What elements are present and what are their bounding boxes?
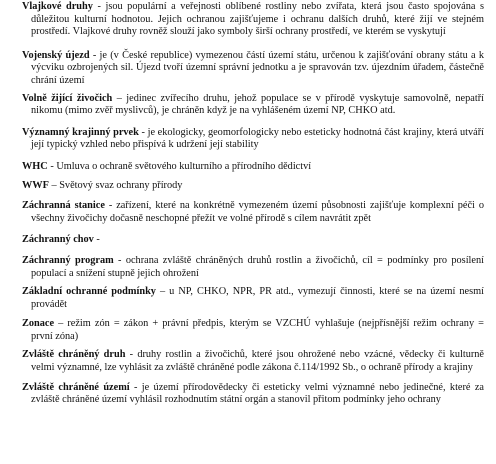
glossary-term: Záchranný chov (22, 234, 94, 246)
separator: - (93, 234, 100, 246)
glossary-definition: ochrana zvláště chráněných druhů rostlin a živočichů, cíl = podmínky pro posílení populací a snížení stupně jejich ohrožení (31, 254, 484, 279)
separator: - (104, 200, 117, 212)
glossary-entry-vojensky-ujezd (22, 50, 484, 88)
glossary-definition: je (v České republice) vymezenou částí území státu, určenou k zajišťování obrany státu a k výcviku ozbrojených sil. Újezd tvoří územní správní jednotku a je spravován tzv. újezdním úřadem, částečně chrání území (31, 49, 484, 86)
glossary-definition: zařízení, které na konkrétně vymezeném území působnosti zajišťuje komplexní péči o všechny živočichy dočasně neschopné přežít ve volné přírodě s cílem navrátit zpět (31, 200, 484, 224)
glossary-definition: jedinec zvířecího druhu, jehož populace se v přírodě vyskytuje samovolně, nepatří nikomu (mimo zvěř myslivců), je chráněn když je na vyhlášeném území NP, CHKO atd. (31, 92, 484, 117)
glossary-term: Záchranná stanice (22, 200, 105, 212)
glossary-definition: druhy rostlin a živočichů, které jsou ohrožené nebo vzácné, vědecky či kulturně velmi významné, lze vyhlásit za zvláště chráněné podle zákona č.114/1992 Sb., o ochraně přírody a krajiny (31, 349, 484, 374)
separator: - (47, 160, 57, 172)
glossary-entry-whc (22, 161, 484, 174)
glossary-term: Zvláště chráněný druh (22, 349, 126, 361)
glossary-term: Volně žijící živočich (22, 92, 113, 104)
glossary-definition: režim zón = zákon + právní předpis, kterým se VZCHÚ vyhlašuje (nejpřísnější režim ochrany = první zóna) (31, 318, 484, 342)
glossary-entry-zvlaste-chraneny-druh (22, 349, 484, 374)
glossary-entry-vyznamny-krajinny-prvek (22, 127, 484, 152)
glossary-entry-zachranny-program (22, 255, 484, 280)
separator: – (48, 179, 60, 191)
glossary-definition: je území přírodovědecky či esteticky velmi významné nebo jedinečné, které za zvláště chráněné území vyhlásil rozhodnutím státní orgán a stanovil přitom podmínky jeho ochrany (31, 381, 484, 406)
separator: - (125, 349, 138, 361)
separator: - (138, 126, 148, 138)
separator: - (129, 381, 142, 393)
glossary-term: Zvláště chráněné území (22, 381, 130, 393)
glossary-term: Významný krajinný prvek (22, 126, 139, 138)
glossary-definition: u NP, CHKO, NPR, PR atd., vymezují činnosti, které se na území nesmí provádět (31, 286, 484, 310)
glossary-entry-zvlaste-chranene-uzemi (22, 382, 484, 407)
separator: - (92, 1, 106, 12)
glossary-entry-volne-zijici-zivocich (22, 93, 484, 118)
glossary-definition: Světový svaz ochrany přírody (59, 179, 183, 191)
glossary-entry-zachranny-chov (22, 234, 484, 247)
separator: – (54, 318, 68, 330)
separator: – (155, 286, 170, 298)
glossary-term: Zonace (22, 318, 55, 330)
glossary-entry-zakladni-ochranne-podminky (22, 286, 484, 311)
glossary-term: WHC (22, 160, 48, 172)
glossary-entry-zachranna-stanice (22, 200, 484, 225)
glossary-definition: je ekologicky, geomorfologicky nebo esteticky hodnotná část krajiny, která utváří její typický vzhled nebo přispívá k udržení její stability (31, 126, 484, 151)
glossary-term: Základní ochranné podmínky (22, 286, 156, 298)
glossary-entry-vlajkove-druhy (22, 1, 484, 39)
glossary-entry-wwf (22, 180, 484, 193)
glossary-definition: Umluva o ochraně světového kulturního a přírodního dědictví (56, 160, 312, 172)
glossary-term: Vojenský újezd (22, 49, 90, 61)
separator: - (113, 254, 126, 266)
glossary-entry-zonace (22, 318, 484, 343)
glossary-term: WWF (22, 179, 49, 191)
separator: – (112, 92, 127, 104)
glossary-definition: jsou populární a veřejnosti oblíbené rostliny nebo zvířata, která jsou často spojována s důležitou kulturní hodnotou. Jejich ochranou zajišťujeme i ochranu dalších druhů, které žijí ve stejném prostředí. Vlajkové druhy rovněž slouží jako symboly širší ochrany prostředí, ve kterém se vyskytují (31, 1, 484, 38)
separator: - (89, 49, 100, 61)
glossary-page (0, 1, 496, 464)
glossary-term: Vlajkové druhy (22, 1, 93, 12)
glossary-term: Záchranný program (22, 254, 114, 266)
